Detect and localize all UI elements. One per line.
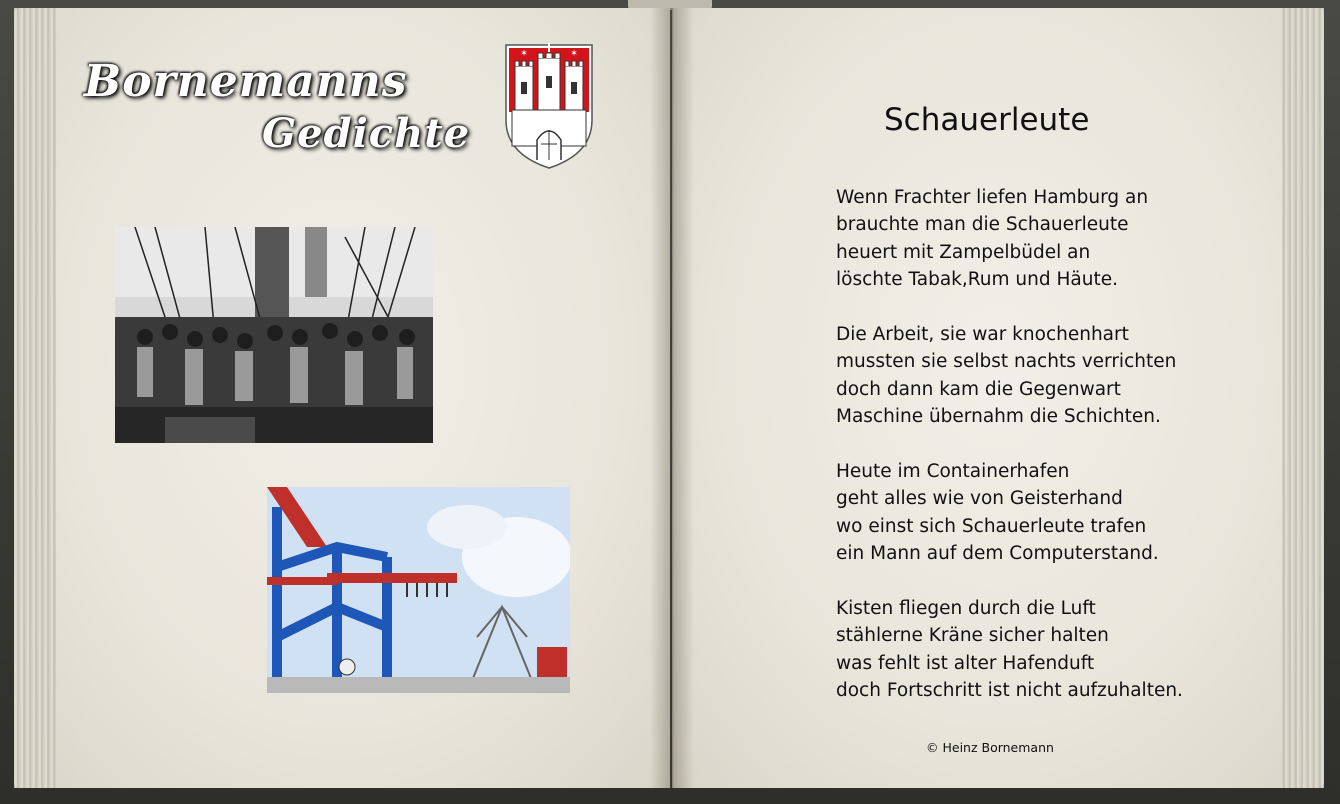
hamburg-crest-icon bbox=[503, 42, 595, 170]
poem-line: was fehlt ist alter Hafenduft bbox=[836, 652, 1095, 674]
poem-line: wo einst sich Schauerleute trafen bbox=[836, 515, 1147, 537]
poem-line: heuert mit Zampelbüdel an bbox=[836, 241, 1091, 263]
poem-stanza bbox=[836, 458, 1183, 568]
poem-line: stählerne Kräne sicher halten bbox=[836, 625, 1109, 647]
svg-text:✶: ✶ bbox=[570, 49, 578, 59]
poem-line: geht alles wie von Geisterhand bbox=[836, 488, 1123, 510]
poem-line: mussten sie selbst nachts verrichten bbox=[836, 351, 1177, 373]
logo-title-line2: Gedichte bbox=[262, 110, 471, 157]
poem-stanza bbox=[836, 321, 1183, 431]
logo-title-line1: Bornemanns bbox=[84, 56, 408, 107]
poem-text bbox=[836, 184, 1183, 732]
poem-line: Heute im Containerhafen bbox=[836, 461, 1070, 483]
poem-stanza bbox=[836, 595, 1183, 705]
poem-line: brauchte man die Schauerleute bbox=[836, 214, 1129, 236]
poem-line: doch Fortschritt ist nicht aufzuhalten. bbox=[836, 680, 1183, 702]
svg-text:✶: ✶ bbox=[520, 49, 528, 59]
dockworkers-historic-photo bbox=[115, 227, 433, 443]
poem-line: ein Mann auf dem Computerstand. bbox=[836, 543, 1159, 565]
left-page-edges bbox=[14, 8, 56, 788]
right-page-edges bbox=[1282, 8, 1324, 788]
poem-title: Schauerleute bbox=[884, 102, 1090, 138]
copyright-notice: © Heinz Bornemann bbox=[926, 740, 1054, 755]
poem-line: Die Arbeit, sie war knochenhart bbox=[836, 324, 1129, 346]
poem-line: Maschine übernahm die Schichten. bbox=[836, 406, 1161, 428]
poem-line: Kisten fliegen durch die Luft bbox=[836, 598, 1096, 620]
poem-line: löschte Tabak,Rum und Häute. bbox=[836, 269, 1118, 291]
poem-stanza bbox=[836, 184, 1183, 294]
book-gutter bbox=[650, 8, 694, 788]
poem-line: Wenn Frachter liefen Hamburg an bbox=[836, 187, 1149, 208]
container-cranes-photo bbox=[267, 487, 570, 693]
poem-line: doch dann kam die Gegenwart bbox=[836, 378, 1121, 400]
